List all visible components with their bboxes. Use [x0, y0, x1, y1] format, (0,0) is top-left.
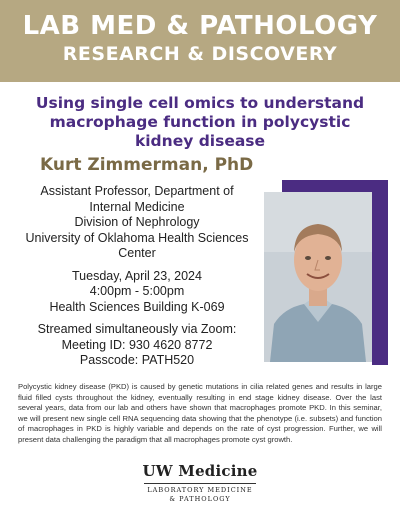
affiliation-university: University of Oklahoma Health Sciences Center	[25, 230, 249, 260]
affiliation-title: Assistant Professor, Department of Internal Medicine	[40, 184, 234, 214]
event-details	[18, 184, 256, 369]
zoom-meeting-id: Meeting ID: 930 4620 8772	[61, 337, 213, 352]
logo-name: UW Medicine	[142, 462, 258, 480]
speaker-name: Kurt Zimmerman, PhD	[40, 155, 254, 175]
event-date: Tuesday, April 23, 2024	[72, 268, 202, 283]
banner-title: LAB MED & PATHOLOGY	[22, 11, 378, 41]
logo-sub2: & PATHOLOGY	[169, 494, 231, 503]
logo-divider	[144, 483, 256, 484]
accent-bar-side	[372, 180, 388, 365]
talk-title: Using single cell omics to understand macrophage function in polycystic kidney disease	[35, 94, 365, 150]
logo-sub1: LABORATORY MEDICINE	[147, 486, 253, 494]
speaker-photo	[264, 192, 372, 362]
event-location: Health Sciences Building K-069	[49, 299, 225, 314]
event-time: 4:00pm - 5:00pm	[89, 284, 185, 298]
header-banner	[0, 0, 400, 82]
affiliation-division: Division of Nephrology	[74, 215, 200, 229]
portrait-image	[264, 192, 372, 362]
zoom-line: Streamed simultaneously via Zoom:	[37, 322, 237, 336]
abstract-text: Polycystic kidney disease (PKD) is caused by genetic mutations in cilia related genes and results in large fluid filled cysts throughout the kidney, eventually resulting in end stage kidney disease. Over the last several years, data from our lab and others have shown that macrophages promote PKD. In this seminar, we will present new single cell RNA sequencing data showing that the phenotype (i.e. subsets) and function of macrophages in PKD is highly variable and depends on the rate of cyst progression. Further, we will present data challenging the paradigm that all macrophages promote cyst growth.	[18, 382, 382, 444]
zoom-passcode: Passcode: PATH520	[79, 353, 195, 367]
banner-subtitle: RESEARCH & DISCOVERY	[62, 43, 338, 65]
uw-medicine-logo	[140, 462, 260, 503]
